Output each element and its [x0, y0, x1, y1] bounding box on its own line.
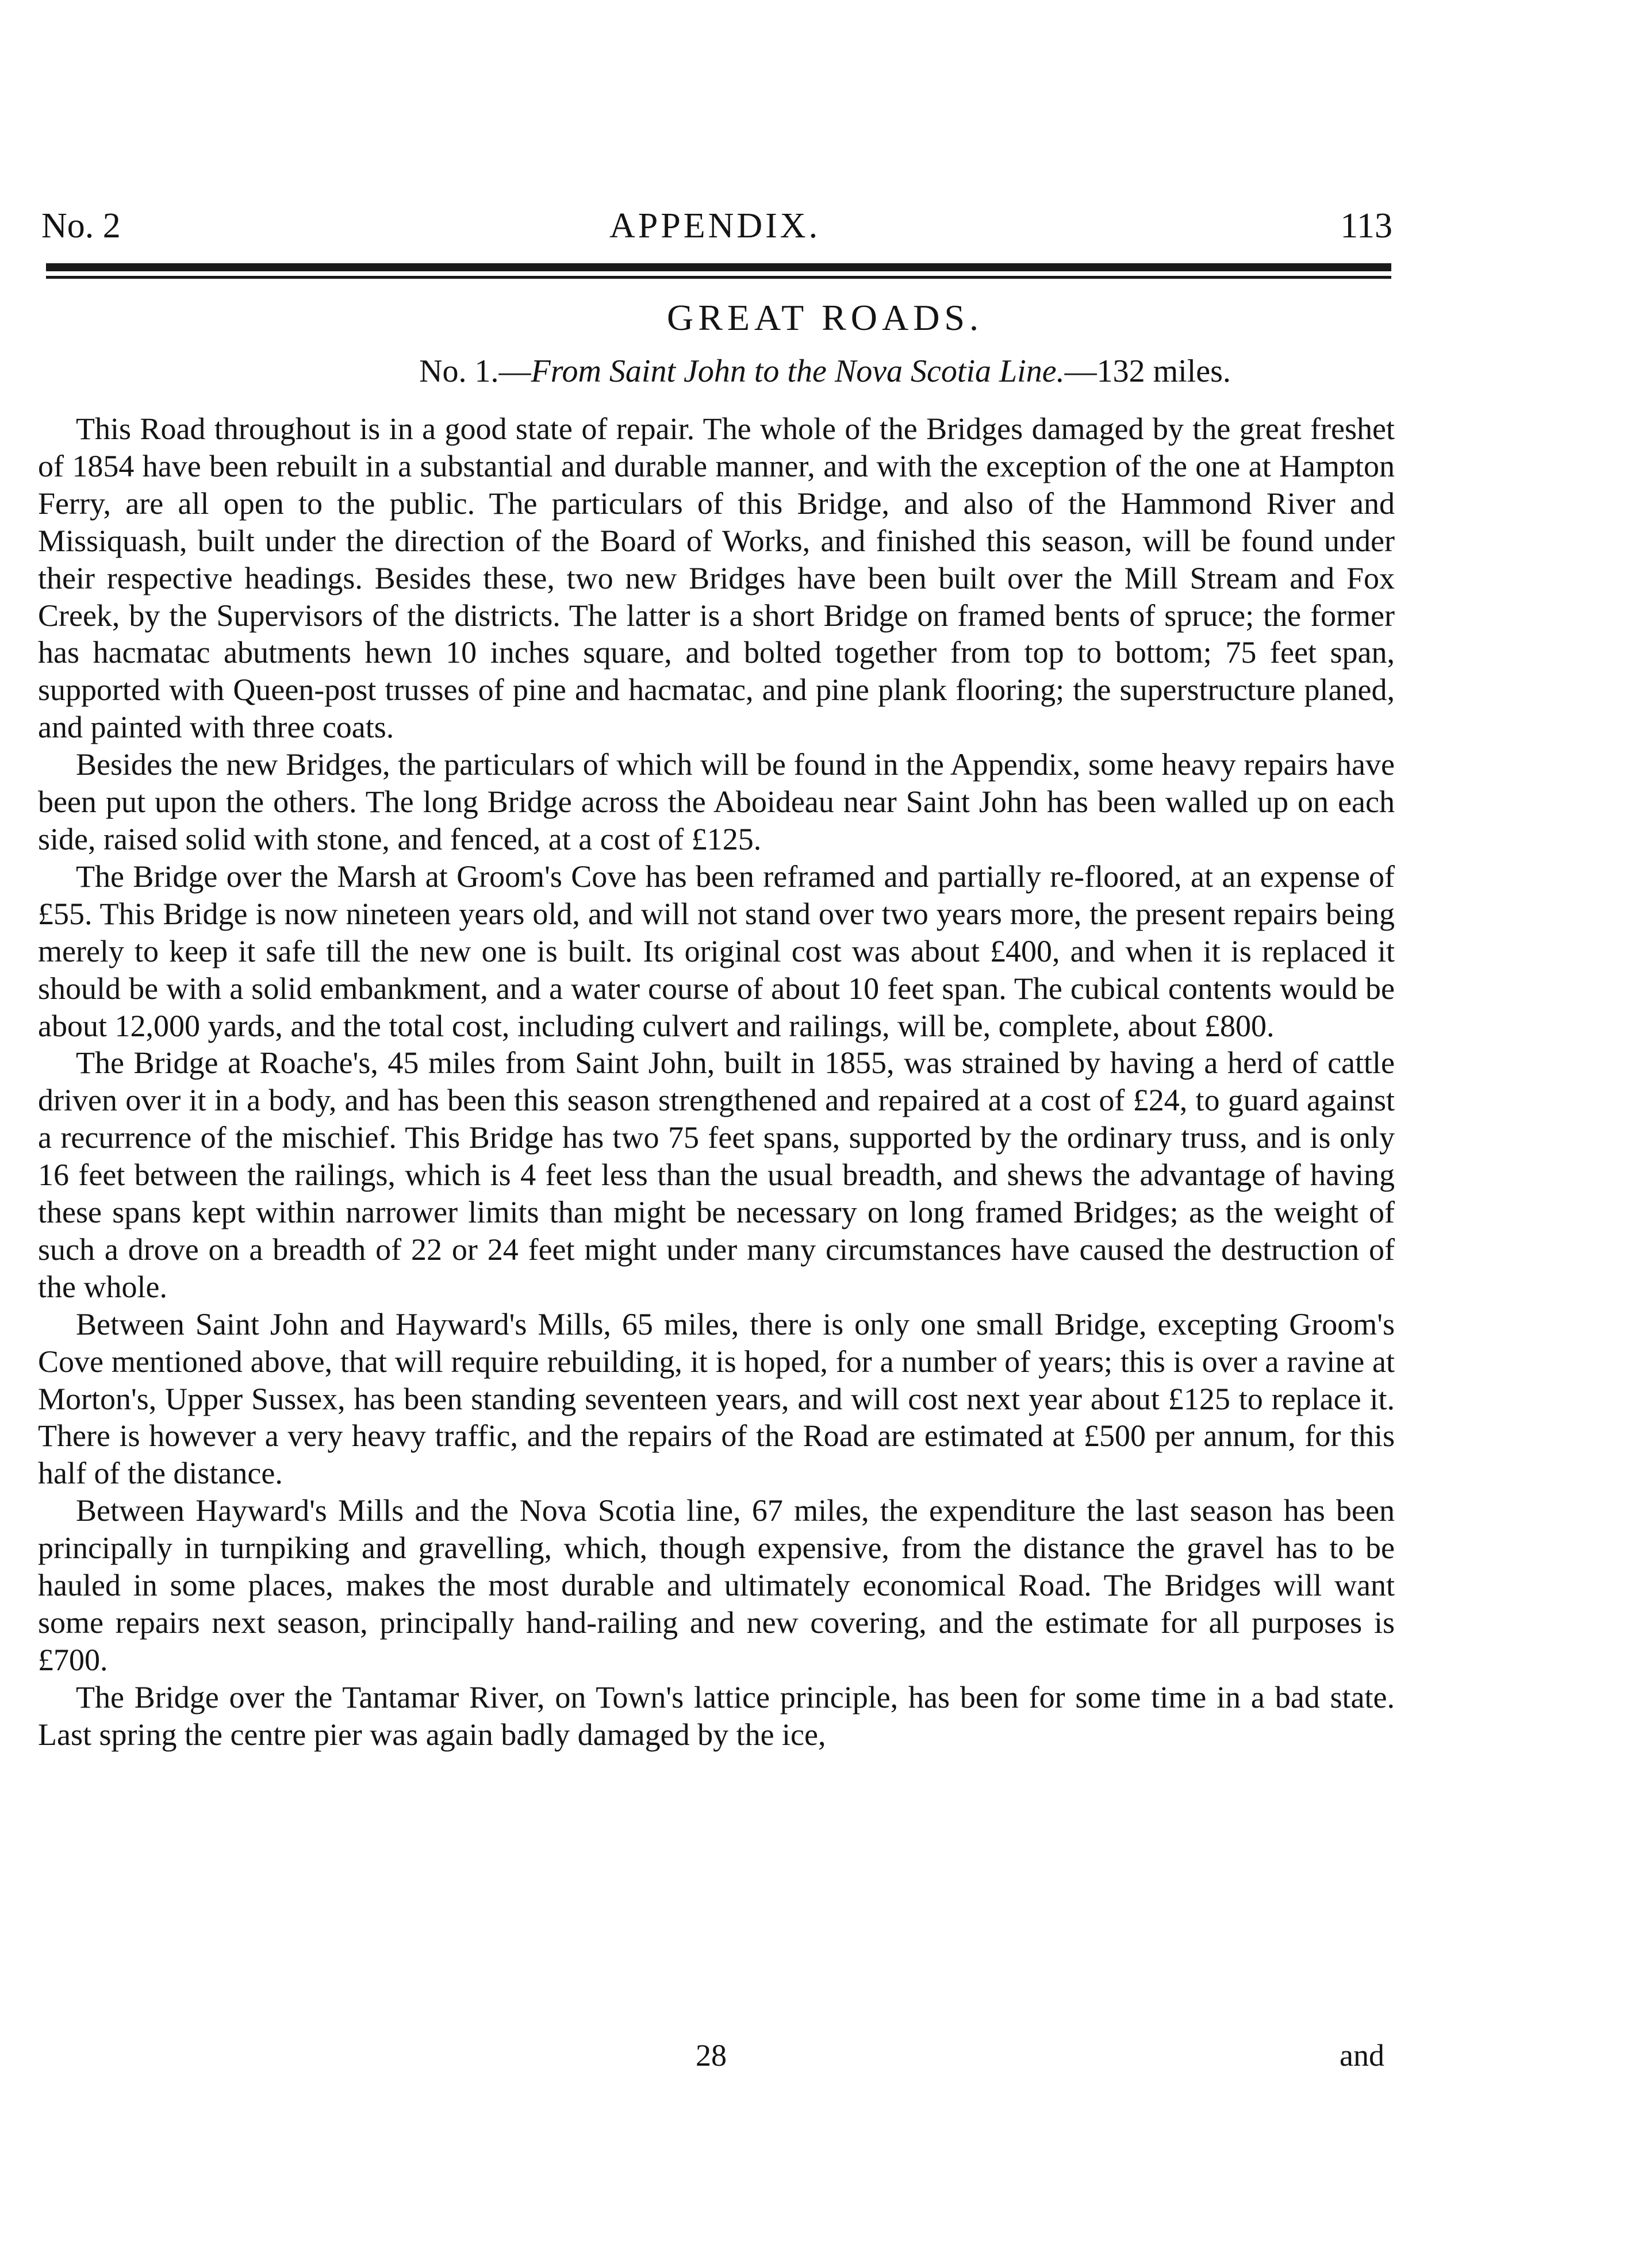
subtitle-distance: —132 miles. — [1064, 353, 1231, 389]
header-rule-thick — [46, 263, 1391, 271]
page-number: 113 — [1340, 206, 1392, 245]
body-text — [38, 410, 1395, 1754]
paragraph: The Bridge over the Marsh at Groom's Cove has been reframed and partially re-floored, at an expense of £55. This Bridge is now nineteen years old, and will not stand over two years more, the present repairs being merely to keep it safe till the new one is built. Its original cost was about £400, and when it is replaced it should be with a solid embankment, and a water course of about 10 feet span. The cubical contents would be about 12,000 yards, and the total cost, including culvert and railings, will be, complete, about £800. — [38, 859, 1395, 1043]
running-header — [41, 206, 1392, 257]
paragraph: Between Saint John and Hayward's Mills, 65 miles, there is only one small Bridge, excepting Groom's Cove mentioned above, that will require rebuilding, it is hoped, for a number of years; this is over a ravine at Morton's, Upper Sussex, has been standing seventeen years, and will cost next year about £125 to replace it. There is however a very heavy traffic, and the repairs of the Road are estimated at £500 per annum, for this half of the distance. — [38, 1306, 1395, 1491]
paragraph: The Bridge over the Tantamar River, on Town's lattice principle, has been for some time in a bad state. Last spring the centre pier was again badly damaged by the ice, — [38, 1679, 1395, 1752]
catchword: and — [1340, 2038, 1384, 2073]
subtitle-number: No. 1.— — [419, 353, 531, 389]
header-rule-thin — [46, 276, 1391, 279]
paragraph: This Road throughout is in a good state of repair. The whole of the Bridges damaged by the great freshet of 1854 have been rebuilt in a substantial and durable manner, and with the exception of the one at Hampton Ferry, are all open to the public. The particulars of this Bridge, and also of the Hammond River and Missiquash, built under the direction of the Board of Works, and finished this season, will be found under their respective headings. Besides these, two new Bridges have been built over the Mill Stream and Fox Creek, by the Supervisors of the districts. The latter is a short Bridge on framed bents of spruce; the former has hacmatac abutments hewn 10 inches square, and bolted together from top to bottom; 75 feet span, supported with Queen-post trusses of pine and hacmatac, and pine plank flooring; the superstructure planed, and painted with three coats. — [38, 412, 1395, 745]
paragraph: The Bridge at Roache's, 45 miles from Saint John, built in 1855, was strained by having a herd of cattle driven over it in a body, and has been this season strengthened and repaired at a cost of £24, to guard against a recurrence of the mischief. This Bridge has two 75 feet spans, supported by the ordinary truss, and is only 16 feet between the railings, which is 4 feet less than the usual breadth, and shews the advantage of having these spans kept within narrower limits than might be necessary on long framed Bridges; as the weight of such a drove on a breadth of 22 or 24 feet might under many circumstances have caused the destruction of the whole. — [38, 1045, 1395, 1304]
paragraph: Besides the new Bridges, the particulars of which will be found in the Appendix, some heavy repairs have been put upon the others. The long Bridge across the Aboideau near Saint John has been walled up on each side, raised solid with stone, and fenced, at a cost of £125. — [38, 747, 1395, 856]
section-title: GREAT ROADS. — [667, 297, 983, 338]
subtitle-route: From Saint John to the Nova Scotia Line. — [531, 353, 1065, 389]
document-number: No. 2 — [41, 206, 121, 245]
section-subtitle — [0, 353, 1650, 390]
paragraph: Between Hayward's Mills and the Nova Scotia line, 67 miles, the expenditure the last season has been principally in turnpiking and gravelling, which, though expensive, from the distance the gravel has to be hauled in some places, makes the most durable and ultimately economical Road. The Bridges will want some repairs next season, principally hand-railing and new covering, and the estimate for all purposes is £700. — [38, 1493, 1395, 1677]
running-title: APPENDIX. — [609, 206, 821, 245]
signature-mark: 28 — [696, 2038, 727, 2073]
